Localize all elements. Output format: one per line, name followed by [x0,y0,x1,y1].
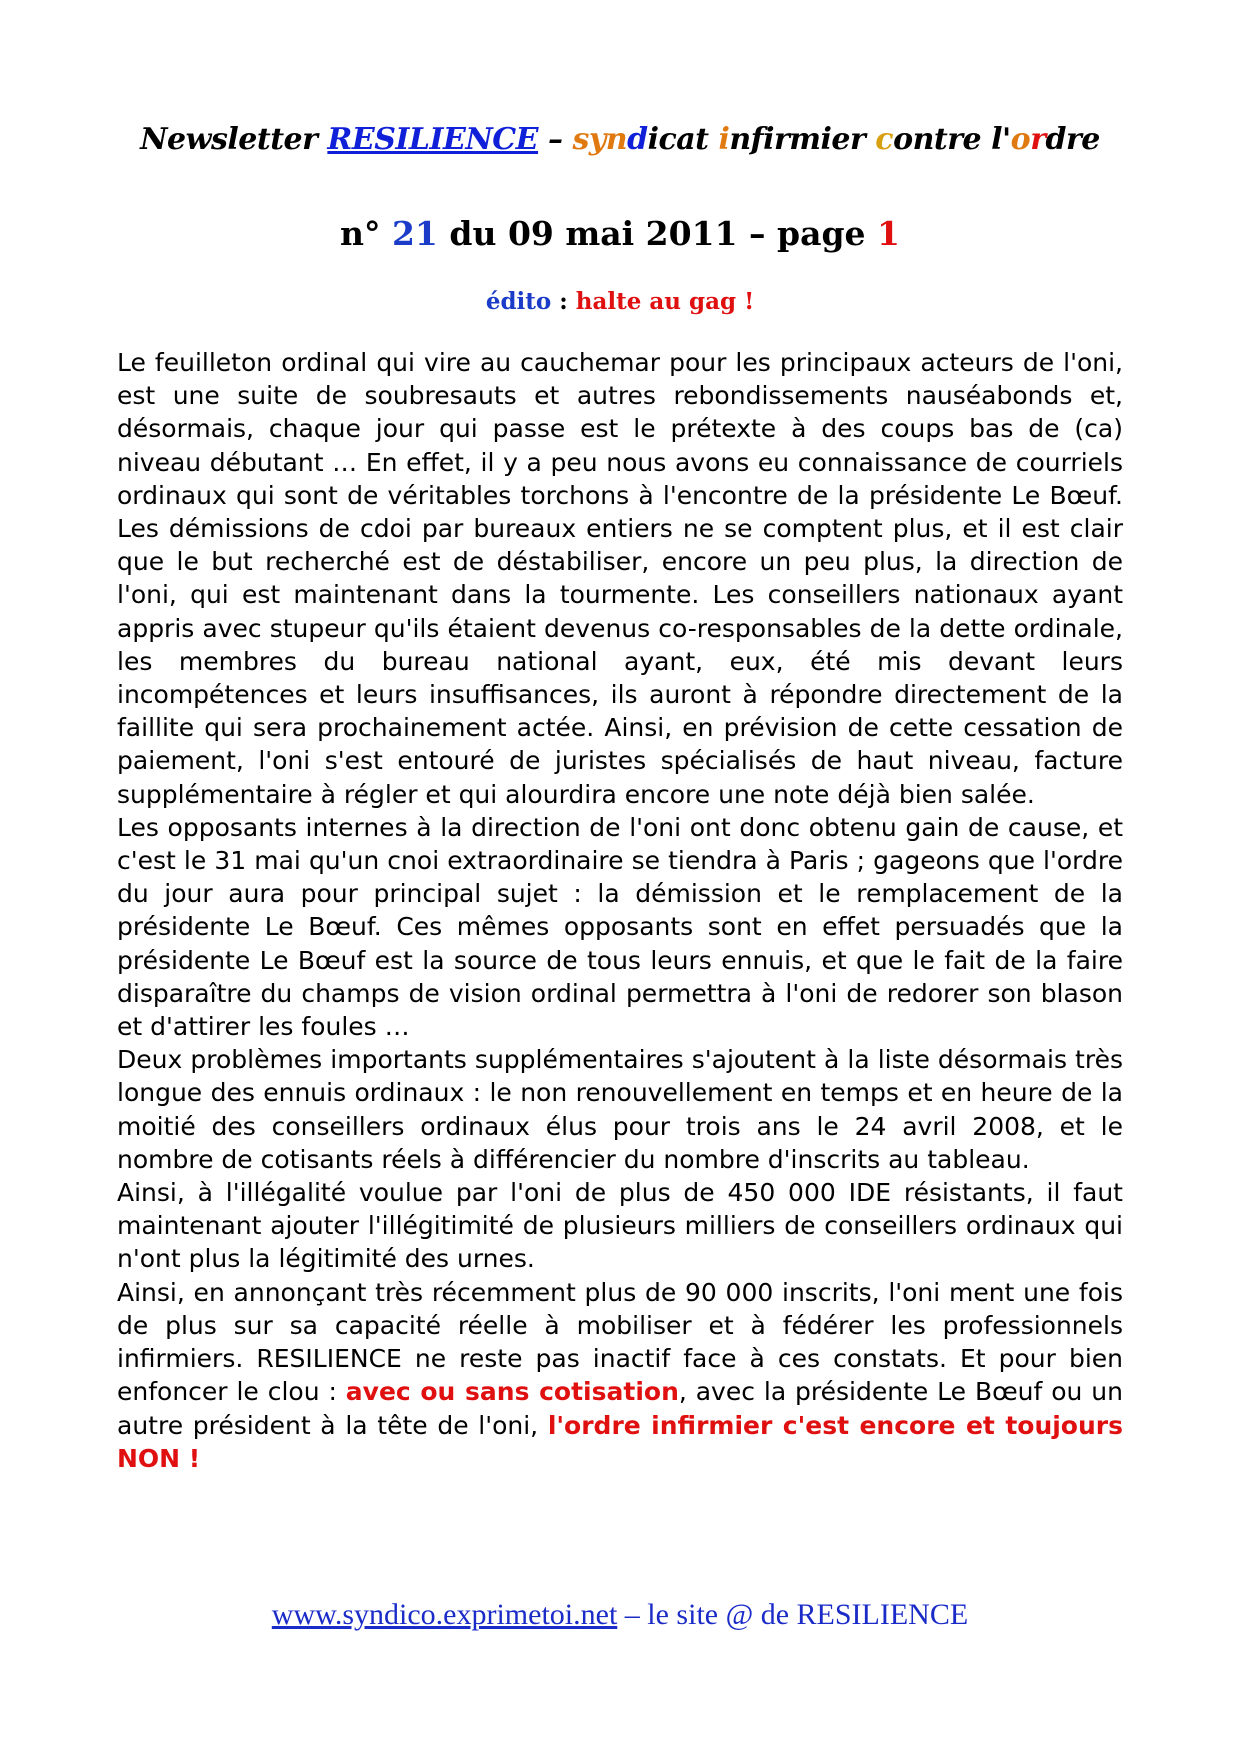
paragraph-3: Deux problèmes importants supplémentaires s'ajoutent à la liste désormais très longue des ennuis ordinaux : le non renouvellement en temps et en heure de la moitié des conseillers ordinaux élus pour trois ans le 24 avril 2008, et le nombre de cotisants réels à différencier du nombre d'inscrits au tableau. [117,1045,1123,1174]
edito-separator: : [551,288,576,315]
paragraph-5-part-c: , avec la présidente Le Bœuf ou un autre président à la tête de l'oni, [117,1377,1123,1440]
masthead-con-1: c [875,122,894,157]
edito-heading [0,288,1240,315]
masthead-brand: RESILIENCE [327,122,539,157]
edito-label: édito [485,288,552,315]
paragraph-5-part-a: Ainsi, en annonçant très récemment plus de 90 000 inscrits, l'oni ment une fois de plus sur sa capacité réelle à mobiliser et à fédérer les professionnels infirmiers. RESILIENCE ne reste pas inactif face à ces constats. Et pour bien enfoncer le clou : [117,1277,1123,1407]
issue-date: du 09 mai 2011 – page [437,214,878,253]
masthead-con-2: ontre l' [893,122,1011,157]
masthead-ord-3: dre [1045,122,1100,157]
footer-text: – le site @ de RESILIENCE [617,1598,969,1631]
masthead-dash: – [538,122,573,157]
paragraph-2: Les opposants internes à la direction de l'oni ont donc obtenu gain de cause, et c'est le 31 mai qu'un cnoi extraordinaire se tiendra à Paris ; gageons que l'ordre du jour aura pour principal sujet : la démission et le remplacement de la présidente Le Bœuf. Ces mêmes opposants sont en effet persuadés que la présidente Le Bœuf est la source de tous leurs ennuis, et que le fait de la faire disparaître du champs de vision ordinal permettra à l'oni de redorer son blason et d'attirer les foules … [117,812,1123,1042]
paragraph-5 [117,1276,1123,1475]
masthead-syn-3: icat [647,122,719,157]
paragraph-1: Le feuilleton ordinal qui vire au cauchemar pour les principaux acteurs de l'oni, est une suite de soubresauts et autres rebondissements nauséabonds et, désormais, chaque jour qui passe est le prétexte à des coups bas de (ca) niveau débutant … En effet, il y a peu nous avons eu connaissance de courriels ordinaux qui sont de véritables torchons à l'encontre de la présidente Le Bœuf. Les démissions de cdoi par bureaux entiers ne se comptent plus, et il est clair que le but recherché est de déstabiliser, encore un peu plus, la direction de l'oni, qui est maintenant dans la tourmente. Les conseillers nationaux ayant appris avec stupeur qu'ils étaient devenus co-responsables de la dette ordinale, les membres du bureau national ayant, eux, été mis devant leurs incompétences et leurs insuffisances, ils auront à répondre directement de la faillite qui sera prochainement actée. Ainsi, en prévision de cette cessation de paiement, l'oni s'est entouré de juristes spécialisés de haut niveau, facture supplémentaire à régler et qui alourdira encore une note déjà bien salée. [117,348,1123,809]
masthead-ord-1: o [1010,122,1031,157]
footer [0,1598,1240,1632]
masthead-syn-2: d [627,122,648,157]
issue-number: 21 [391,214,438,253]
masthead-ord-2: r [1030,122,1046,157]
site-link[interactable]: www.syndico.exprimetoi.net [271,1598,618,1631]
edito-title: halte au gag ! [575,288,755,315]
issue-prefix: n° [339,214,392,253]
newsletter-masthead [0,122,1240,157]
issue-page-number: 1 [877,214,900,253]
masthead-prefix: Newsletter [140,122,328,157]
masthead-syn-1: syn [572,122,628,157]
emphasis-conclusion: l'ordre infirmier c'est encore et toujours NON ! [117,1410,1123,1473]
paragraph-4: Ainsi, à l'illégalité voulue par l'oni de plus de 450 000 IDE résistants, il faut maintenant ajouter l'illégitimité de plusieurs milliers de conseillers ordinaux qui n'ont plus la légitimité des urnes. [117,1178,1123,1274]
issue-line [0,214,1240,253]
emphasis-cotisation: avec ou sans cotisation [345,1377,679,1407]
masthead-inf-1: i [718,122,730,157]
masthead-inf-2: nfirmier [729,122,876,157]
article-body [117,346,1123,1475]
